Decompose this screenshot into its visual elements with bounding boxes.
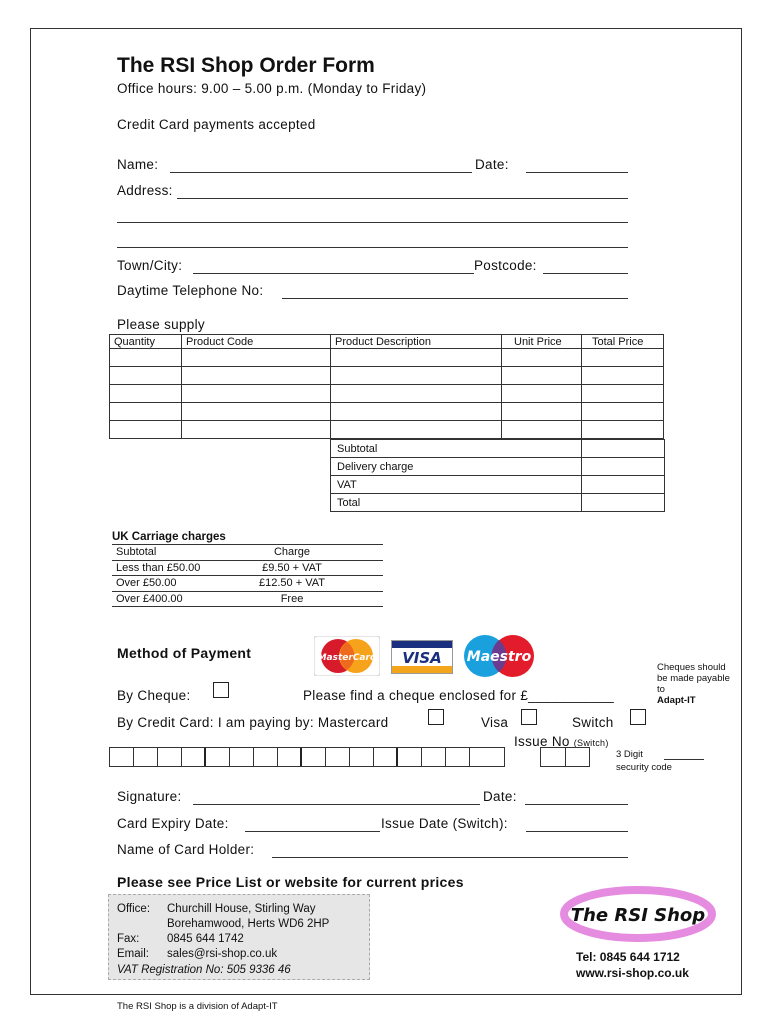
carriage-row-subtotal: Over £50.00 [116, 577, 177, 590]
payment-heading: Method of Payment [117, 645, 252, 661]
sign-date-label: Date: [483, 789, 517, 804]
totals-table [330, 439, 665, 512]
please-supply: Please supply [117, 317, 205, 332]
address-field-1[interactable] [177, 198, 628, 199]
total-label: Total [331, 494, 582, 512]
rsi-shop-logo-text: The RSI Shop [570, 905, 706, 926]
office-address-1: Churchill House, Stirling Way [167, 903, 316, 915]
carriage-title: UK Carriage charges [112, 531, 383, 545]
vat-value[interactable] [582, 476, 665, 494]
mastercard-logo-text: MasterCard [317, 653, 377, 663]
delivery-label: Delivery charge [331, 458, 582, 476]
vat-number: VAT Registration No: 505 9336 46 [117, 964, 291, 976]
carriage-table [112, 531, 383, 607]
address-label: Address: [117, 183, 173, 198]
switch-label: Switch [572, 715, 614, 730]
phone-label: Daytime Telephone No: [117, 283, 264, 298]
mastercard-logo-icon [314, 636, 380, 676]
holder-field[interactable] [272, 857, 628, 858]
division-note: The RSI Shop is a division of Adapt-IT [117, 1001, 278, 1012]
signature-field[interactable] [193, 804, 480, 805]
carriage-row-charge: £9.50 + VAT [262, 561, 322, 574]
fax-label: Fax: [117, 933, 140, 945]
holder-label: Name of Card Holder: [117, 842, 255, 857]
credit-card-label: By Credit Card: I am paying by: Mastercard [117, 715, 389, 730]
col-unit-price: Unit Price [502, 335, 582, 349]
product-table [109, 334, 664, 439]
town-label: Town/City: [117, 258, 183, 273]
expiry-label: Card Expiry Date: [117, 816, 229, 831]
security-code-label-2: security code [616, 762, 672, 773]
fax-number: 0845 644 1742 [167, 933, 244, 945]
postcode-label: Postcode: [474, 258, 537, 273]
cheques-note-text: Cheques should be made payable to [657, 662, 730, 695]
maestro-logo-text: Maestro [466, 649, 532, 665]
subtotal-label: Subtotal [331, 440, 582, 458]
total-value[interactable] [582, 494, 665, 512]
office-label: Office: [117, 903, 151, 915]
expiry-field[interactable] [245, 831, 380, 832]
name-label: Name: [117, 157, 159, 172]
form-title: The RSI Shop Order Form [117, 54, 375, 77]
visa-logo-icon [391, 640, 453, 674]
name-field[interactable] [170, 172, 472, 173]
delivery-value[interactable] [582, 458, 665, 476]
signature-label: Signature: [117, 789, 182, 804]
table-row[interactable] [110, 385, 664, 403]
carriage-head-subtotal: Subtotal [116, 546, 157, 559]
col-product-code: Product Code [182, 335, 331, 349]
cheque-label: By Cheque: [117, 688, 191, 703]
price-note: Please see Price List or website for current prices [117, 874, 464, 890]
issue-date-field[interactable] [526, 831, 628, 832]
table-row[interactable] [110, 421, 664, 439]
postcode-field[interactable] [543, 273, 628, 274]
credit-note: Credit Card payments accepted [117, 117, 316, 132]
issue-number-input[interactable] [540, 747, 590, 767]
visa-logo-text: VISA [402, 649, 442, 667]
cheques-note [657, 662, 737, 706]
footer-web[interactable]: www.rsi-shop.co.uk [576, 966, 689, 980]
col-product-description: Product Description [331, 335, 502, 349]
carriage-row-subtotal: Less than £50.00 [116, 561, 201, 574]
card-number-input[interactable] [109, 747, 505, 767]
email-label: Email: [117, 948, 149, 960]
carriage-row-subtotal: Over £400.00 [116, 592, 183, 605]
date-label: Date: [475, 157, 509, 172]
issue-no-text: Issue No [514, 734, 570, 749]
address-field-2[interactable] [117, 222, 628, 223]
cheque-checkbox[interactable] [213, 682, 229, 698]
carriage-head-charge: Charge [273, 546, 311, 559]
cheques-payee: Adapt-IT [657, 695, 696, 706]
issue-date-label: Issue Date (Switch): [381, 816, 508, 831]
visa-label: Visa [481, 715, 509, 730]
visa-checkbox[interactable] [521, 709, 537, 725]
sign-date-field[interactable] [525, 804, 628, 805]
office-box [108, 894, 370, 980]
col-total-price: Total Price [582, 335, 664, 349]
issue-no-switch: (Switch) [573, 738, 609, 748]
footer-tel: Tel: 0845 644 1712 [576, 950, 680, 964]
security-code-field[interactable] [664, 759, 704, 760]
mastercard-checkbox[interactable] [428, 709, 444, 725]
date-field[interactable] [526, 172, 628, 173]
phone-field[interactable] [282, 298, 628, 299]
cheque-enclosed: Please find a cheque enclosed for £___________ [303, 688, 615, 703]
office-address-2: Borehamwood, Herts WD6 2HP [167, 918, 330, 930]
security-code-label-1: 3 Digit [616, 749, 643, 760]
office-hours: Office hours: 9.00 – 5.00 p.m. (Monday to Friday) [117, 81, 427, 96]
carriage-row-charge: Free [280, 592, 304, 605]
subtotal-value[interactable] [582, 440, 665, 458]
table-row[interactable] [110, 403, 664, 421]
town-field[interactable] [193, 273, 474, 274]
maestro-logo-icon [459, 634, 539, 678]
address-field-3[interactable] [117, 247, 628, 248]
vat-label: VAT [331, 476, 582, 494]
table-row[interactable] [110, 349, 664, 367]
rsi-shop-logo-icon [560, 884, 720, 944]
email-address[interactable]: sales@rsi-shop.co.uk [167, 948, 278, 960]
carriage-row-charge: £12.50 + VAT [259, 577, 325, 590]
col-quantity: Quantity [110, 335, 182, 349]
switch-checkbox[interactable] [630, 709, 646, 725]
table-row[interactable] [110, 367, 664, 385]
